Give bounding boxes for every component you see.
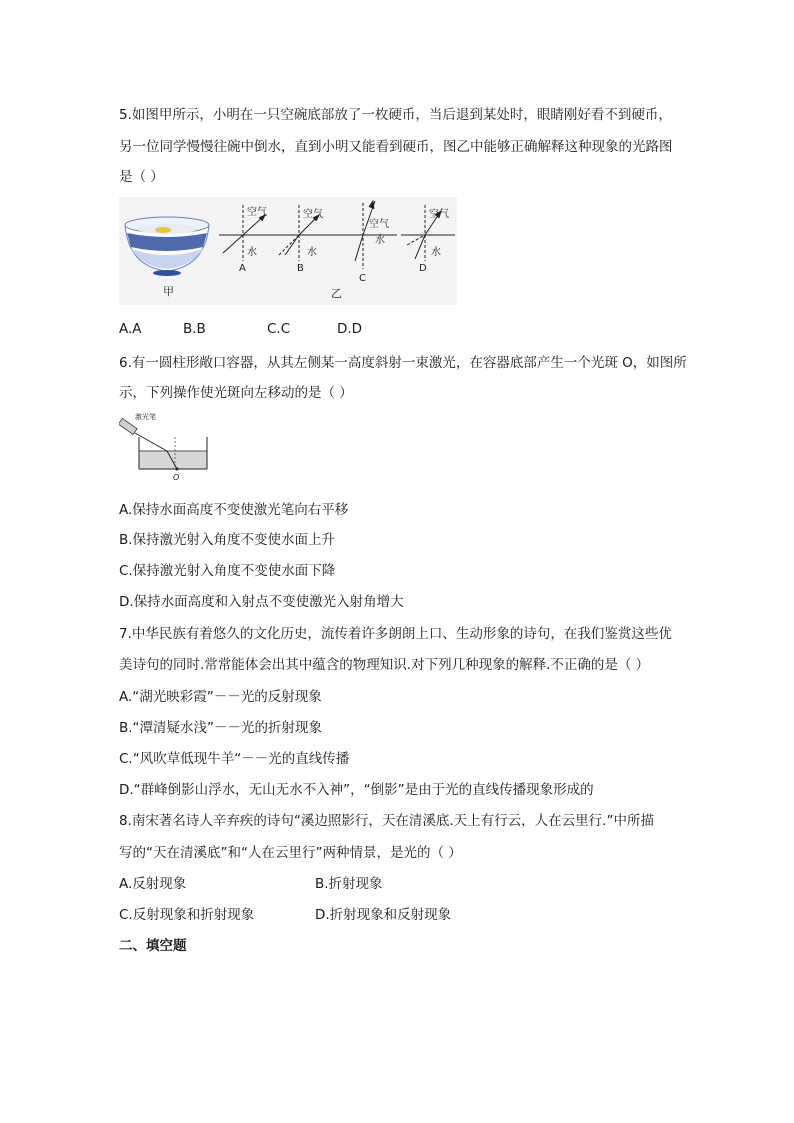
q8-stem-line-2: 写的“天在清溪底”和“人在云里行”两种情景，是光的（ ） <box>119 845 462 861</box>
label-air-c: 空气 <box>369 219 389 230</box>
label-water-a: 水 <box>247 247 257 258</box>
q8-option-d[interactable]: D.折射现象和反射现象 <box>315 907 452 923</box>
q8-option-a[interactable]: A.反射现象 <box>119 876 187 892</box>
label-d: D <box>419 263 427 274</box>
q7-stem-line-1: 7.中华民族有着悠久的文化历史，流传着许多朗朗上口、生动形象的诗句，在我们鉴赏这些优 <box>119 626 672 642</box>
label-air-b: 空气 <box>303 209 323 220</box>
q6-figure <box>119 411 211 483</box>
q6-option-b[interactable]: B.保持激光射入角度不变使水面上升 <box>119 532 336 548</box>
label-water-d: 水 <box>431 247 441 258</box>
label-a: A <box>239 263 246 274</box>
q6-option-c[interactable]: C.保持激光射入角度不变使水面下降 <box>119 563 336 579</box>
label-water-c: 水 <box>375 235 385 246</box>
q5-figure <box>119 197 457 305</box>
label-jia: 甲 <box>163 285 174 298</box>
section-title: 二、填空题 <box>119 938 187 954</box>
water-fill <box>140 451 207 469</box>
q5-option-a[interactable]: A.A <box>119 321 142 337</box>
spot-o-label: O <box>173 473 180 482</box>
q8-option-c[interactable]: C.反射现象和折射现象 <box>119 907 255 923</box>
q7-option-b[interactable]: B.“潭清疑水浅”－－光的折射现象 <box>119 720 323 736</box>
q8-stem-line-1: 8.南宋著名诗人辛弃疾的诗句“溪边照影行，天在清溪底.天上有行云，人在云里行.”中所描 <box>119 813 654 829</box>
label-yi: 乙 <box>331 287 342 300</box>
q6-option-a[interactable]: A.保持水面高度不变使激光笔向右平移 <box>119 502 349 518</box>
q7-option-a[interactable]: A.“湖光映彩霞”－－光的反射现象 <box>119 689 322 705</box>
q5-option-c[interactable]: C.C <box>267 321 291 337</box>
q8-option-b[interactable]: B.折射现象 <box>315 876 383 892</box>
label-b: B <box>297 263 304 274</box>
q5-stem-line-2: 另一位同学慢慢往碗中倒水，直到小明又能看到硬币，图乙中能够正确解释这种现象的光路图 <box>119 139 673 155</box>
label-air-a: 空气 <box>247 207 267 218</box>
q6-option-d[interactable]: D.保持水面高度和入射点不变使激光入射角增大 <box>119 594 404 610</box>
laser-pen-label: 激光笔 <box>135 413 156 421</box>
q7-option-d[interactable]: D.“群峰倒影山浮水，无山无水不入神”，“倒影”是由于光的直线传播现象形成的 <box>119 782 594 798</box>
q5-stem-line-3: 是（ ） <box>119 169 164 185</box>
q5-stem-line-1: 5.如图甲所示，小明在一只空碗底部放了一枚硬币，当后退到某处时，眼睛刚好看不到硬币， <box>119 107 672 123</box>
label-water-b: 水 <box>307 247 317 258</box>
q6-stem-line-2: 示，下列操作使光斑向左移动的是（ ） <box>119 385 353 401</box>
q6-stem-line-1: 6.有一圆柱形敞口容器，从其左侧某一高度斜射一束激光，在容器底部产生一个光斑 O，如图所 <box>119 355 687 371</box>
label-air-d: 空气 <box>429 209 449 220</box>
q5-option-d[interactable]: D.D <box>337 321 363 337</box>
q5-option-b[interactable]: B.B <box>183 321 206 337</box>
q7-stem-line-2: 美诗句的同时.常常能体会出其中蕴含的物理知识.对下列几种现象的解释.不正确的是（ ） <box>119 657 650 673</box>
q7-option-c[interactable]: C.“风吹草低现牛羊“－－光的直线传播 <box>119 751 350 767</box>
label-c: C <box>359 273 366 284</box>
